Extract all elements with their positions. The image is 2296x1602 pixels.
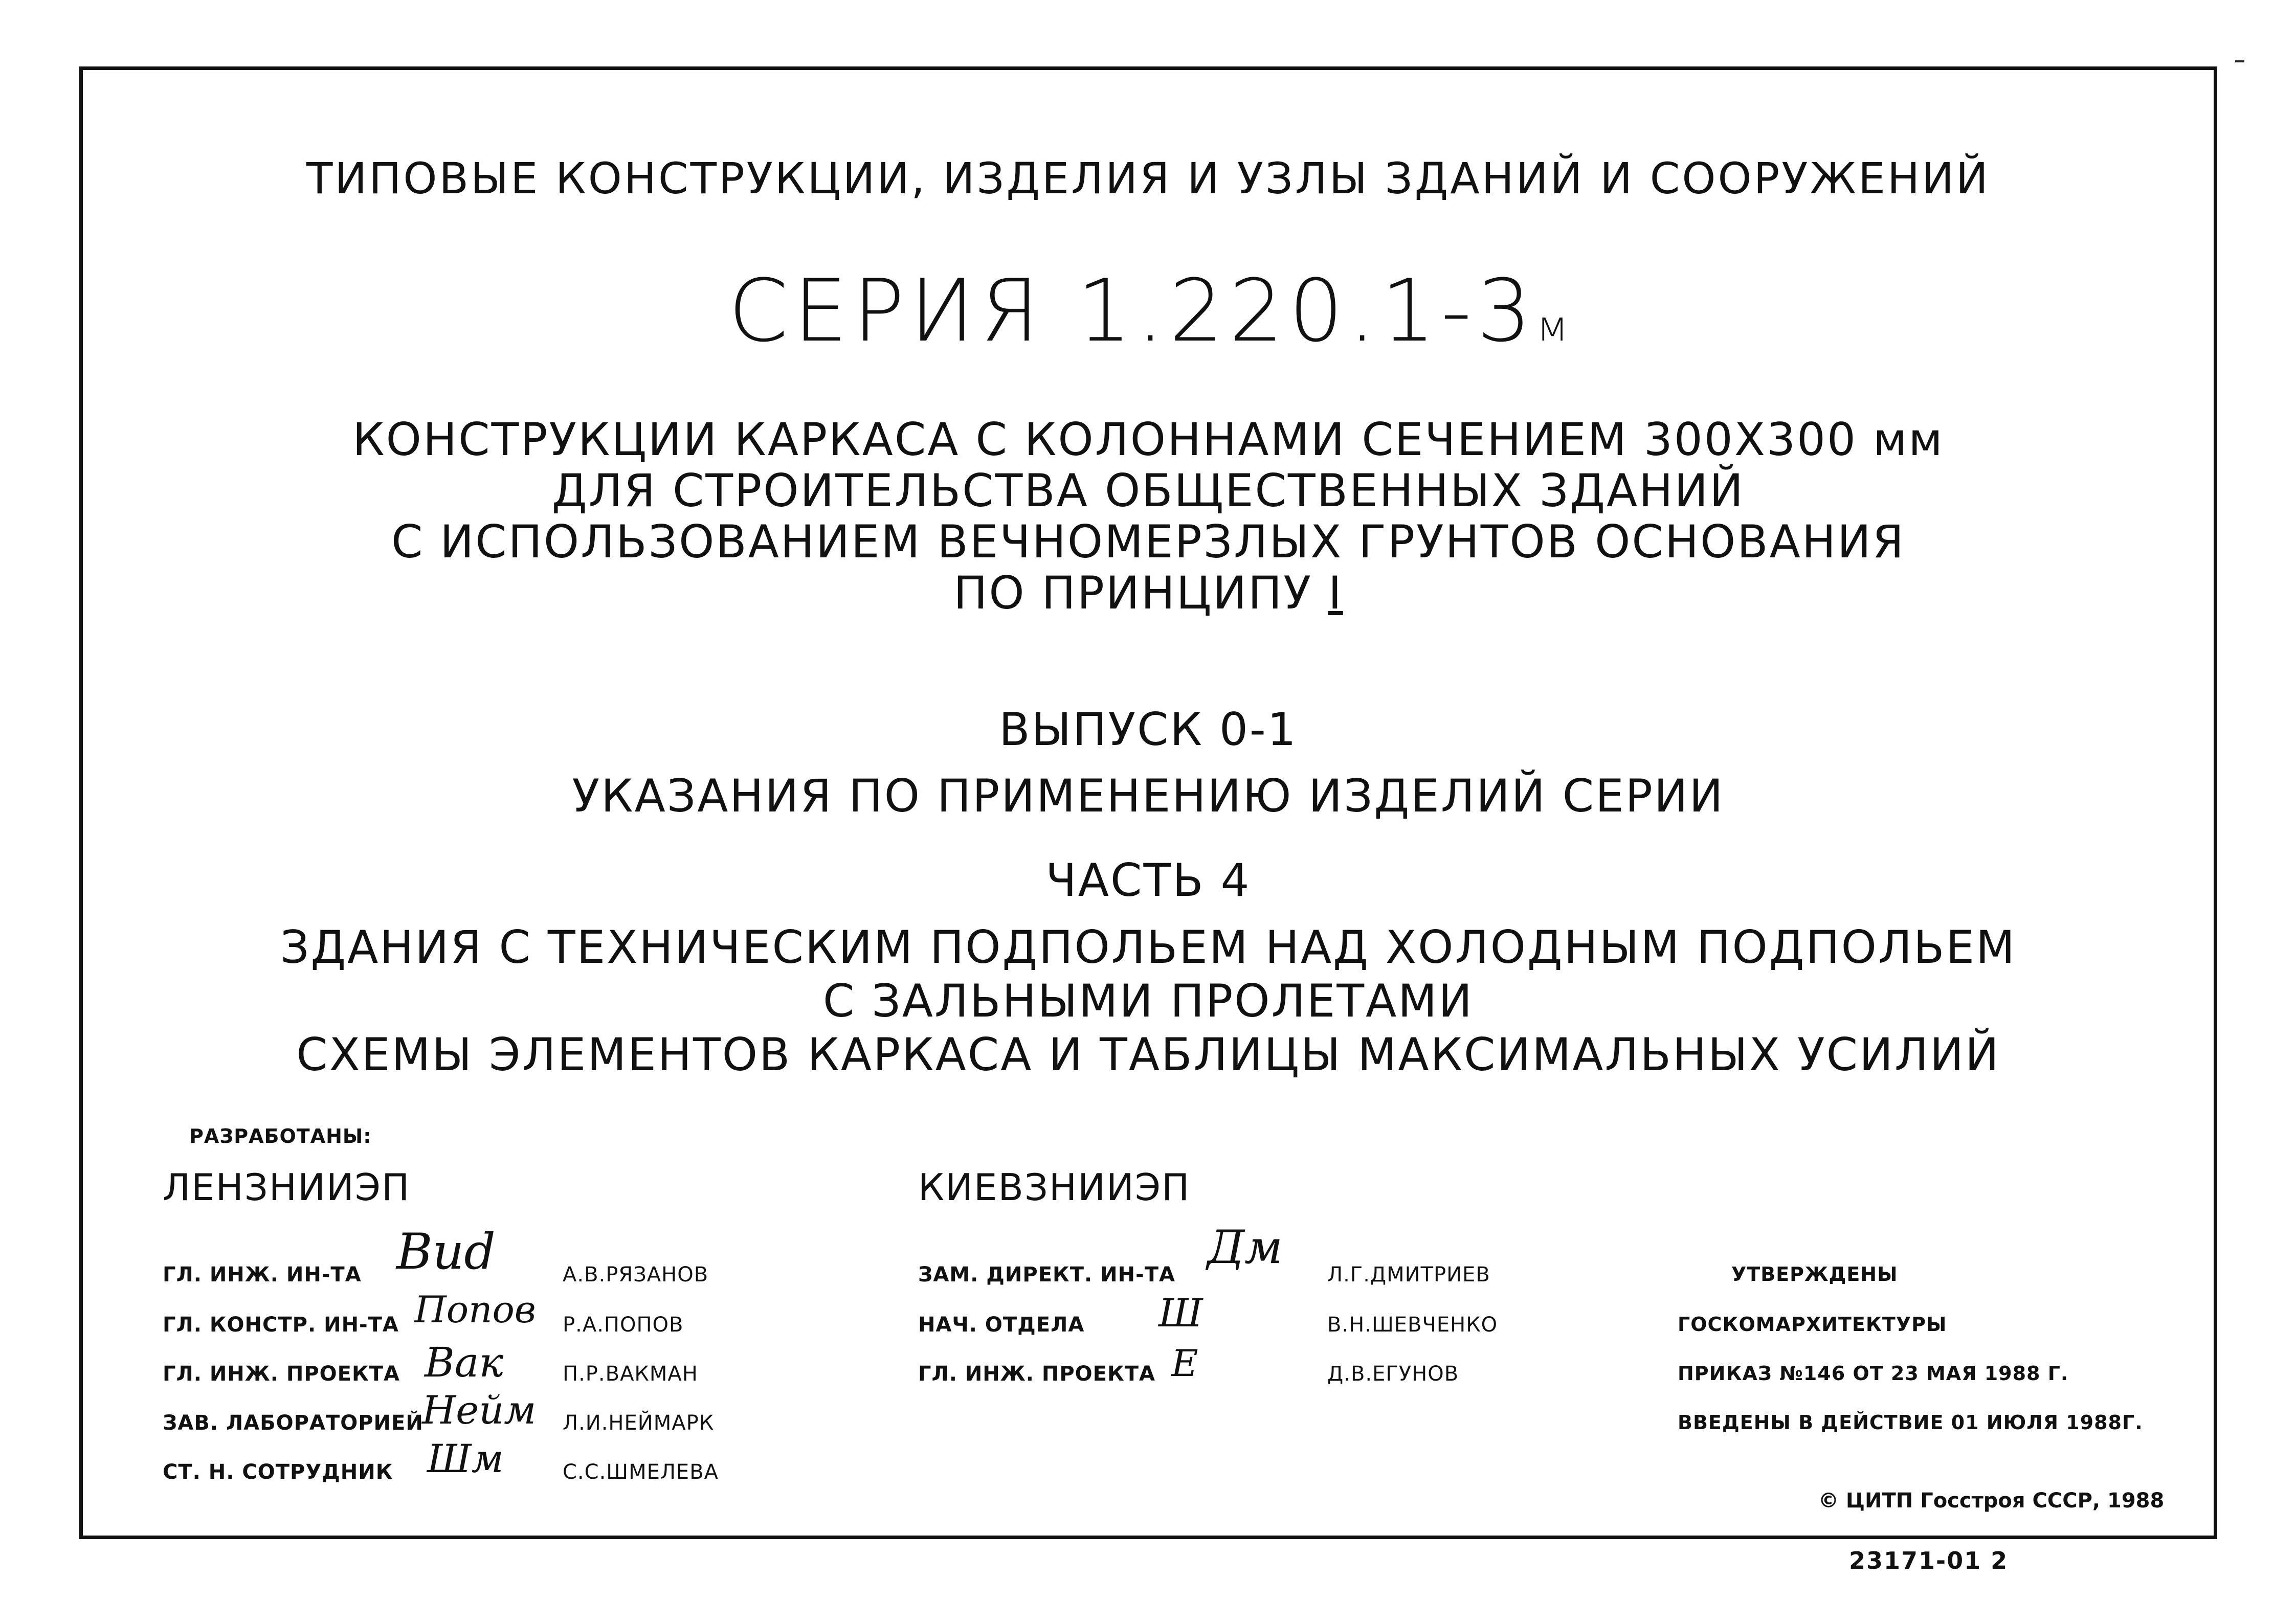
approval-line-1: УТВЕРЖДЕНЫ (1731, 1263, 1898, 1285)
right-signatory-name: В.Н.ШЕВЧЕНКО (1327, 1313, 1498, 1337)
left-signatory-position: ГЛ. КОНСТР. ИН-ТА (163, 1313, 399, 1337)
left-signatory-name: П.Р.ВАКМАН (563, 1362, 698, 1386)
signature-image: Дм (1207, 1221, 1283, 1274)
left-signatory-name: Л.И.НЕЙМАРК (563, 1411, 715, 1435)
right-signatory-position: НАЧ. ОТДЕЛА (918, 1313, 1085, 1337)
signature-image: Вак (425, 1339, 504, 1386)
signature-image: Bud (396, 1223, 496, 1280)
left-signatory-name: А.В.РЯЗАНОВ (563, 1263, 709, 1287)
left-signatory-position: ГЛ. ИНЖ. ИН-ТА (163, 1263, 362, 1287)
right-signatory-position: ГЛ. ИНЖ. ПРОЕКТА (918, 1362, 1155, 1386)
part-line-2: С ЗАЛЬНЫМИ ПРОЛЕТАМИ (822, 975, 1474, 1027)
subtitle-line-4-prefix: ПО ПРИНЦИПУ (953, 567, 1312, 619)
signature-image: Ш (1158, 1290, 1203, 1336)
series-title-suffix: м (1536, 302, 1569, 351)
approval-line-4: ВВЕДЕНЫ В ДЕЙСТВИЕ 01 ИЮЛЯ 1988Г. (1678, 1411, 2143, 1434)
left-signatory-name: С.С.ШМЕЛЕВА (563, 1460, 719, 1484)
corner-mark (2235, 60, 2244, 62)
part-line-1: ЗДАНИЯ С ТЕХНИЧЕСКИМ ПОДПОЛЬЕМ НАД ХОЛОДНЫМ ПОДПОЛЬЕМ (280, 921, 2017, 974)
part-label: ЧАСТЬ 4 (1045, 854, 1251, 907)
right-signatory-name: Д.В.ЕГУНОВ (1327, 1362, 1459, 1386)
part-line-3: СХЕМЫ ЭЛЕМЕНТОВ КАРКАСА И ТАБЛИЦЫ МАКСИМАЛЬНЫХ УСИЛИЙ (296, 1028, 2000, 1081)
series-title (79, 261, 2217, 361)
approval-line-3: ПРИКАЗ №146 ОТ 23 МАЯ 1988 Г. (1678, 1362, 2069, 1385)
left-organization-name: ЛЕНЗНИИЭП (163, 1166, 411, 1209)
developed-label: РАЗРАБОТАНЫ: (189, 1125, 372, 1147)
subtitle-line-4 (79, 568, 2217, 619)
issue-title: УКАЗАНИЯ ПО ПРИМЕНЕНИЮ ИЗДЕЛИЙ СЕРИИ (572, 770, 1725, 822)
right-signatory-position: ЗАМ. ДИРЕКТ. ИН-ТА (918, 1263, 1175, 1287)
copyright-notice: © ЦИТП Госстроя СССР, 1988 (1818, 1489, 2165, 1513)
signature-image: Нейм (422, 1387, 537, 1433)
part-title (79, 920, 2217, 1081)
left-signatory-position: СТ. Н. СОТРУДНИК (163, 1460, 393, 1484)
approval-line-2: ГОСКОМАРХИТЕКТУРЫ (1678, 1313, 1947, 1336)
document-number: 23171-01 2 (1849, 1547, 2009, 1574)
left-signatory-name: Р.А.ПОПОВ (563, 1313, 684, 1337)
principle-roman-numeral: I (1328, 567, 1343, 619)
subtitle-line-2: ДЛЯ СТРОИТЕЛЬСТВА ОБЩЕСТВЕННЫХ ЗДАНИЙ (551, 464, 1745, 517)
signature-image: Е (1171, 1342, 1198, 1385)
series-title-text: СЕРИЯ 1.220.1-3 (728, 261, 1537, 361)
signature-image: Попов (414, 1288, 536, 1331)
series-subtitle (79, 414, 2217, 619)
subtitle-line-1: КОНСТРУКЦИИ КАРКАСА С КОЛОННАМИ СЕЧЕНИЕМ 300Х300 мм (352, 413, 1944, 466)
issue-label: ВЫПУСК 0-1 (999, 703, 1298, 756)
right-organization-name: КИЕВЗНИИЭП (918, 1166, 1191, 1209)
left-signatory-position: ГЛ. ИНЖ. ПРОЕКТА (163, 1362, 400, 1386)
signature-image: Шм (427, 1436, 504, 1481)
left-signatory-position: ЗАВ. ЛАБОРАТОРИЕЙ (163, 1411, 423, 1435)
series-heading: ТИПОВЫЕ КОНСТРУКЦИИ, ИЗДЕЛИЯ И УЗЛЫ ЗДАНИЙ И СООРУЖЕНИЙ (306, 153, 1990, 204)
right-signatory-name: Л.Г.ДМИТРИЕВ (1327, 1263, 1490, 1287)
subtitle-line-3: С ИСПОЛЬЗОВАНИЕМ ВЕЧНОМЕРЗЛЫХ ГРУНТОВ ОСНОВАНИЯ (391, 515, 1905, 568)
